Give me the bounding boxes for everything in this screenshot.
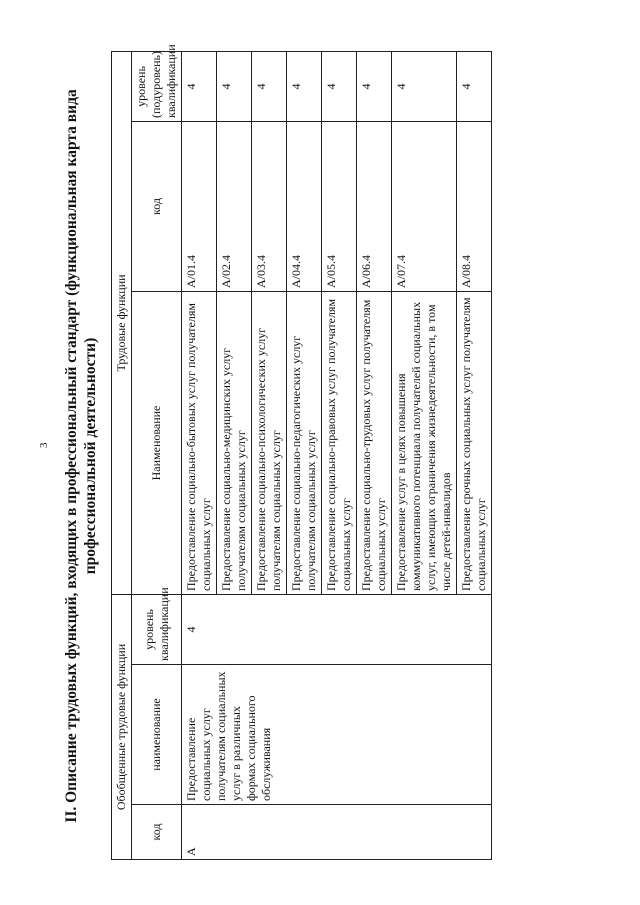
functional-map-table — [111, 44, 492, 860]
labor-function-name: Предоставление социально-трудовых услуг получателям социальных услуг — [357, 291, 392, 594]
labor-function-name: Предоставление услуг в целях повышения коммуникативного потенциала получателей социальных услуг, имеющих ограничения жизнедеятельности, в том числе детей-инвалидов — [392, 291, 457, 594]
section-title-line-2: профессиональной деятельности) — [82, 337, 99, 575]
labor-function-code: A/05.4 — [322, 121, 357, 291]
header-name-generalized: наименование — [132, 665, 182, 805]
header-name-labor: Наименование — [132, 291, 182, 594]
generalized-name-cell: Предоставление социальных услуг получателям социальных услуг в различных формах социального обслуживания — [182, 665, 492, 805]
labor-function-name: Предоставление социально-правовых услуг получателям социальных услуг — [322, 291, 357, 594]
labor-function-code: A/04.4 — [287, 121, 322, 291]
header-generalized-functions: Обобщенные трудовые функции — [112, 594, 132, 859]
labor-function-code: A/07.4 — [392, 121, 457, 291]
labor-function-code: A/02.4 — [217, 121, 252, 291]
labor-function-level: 4 — [457, 51, 492, 121]
header-code: код — [132, 805, 182, 860]
header-level-labor: уровень (подуровень) квалификации — [132, 51, 182, 121]
labor-function-code: A/03.4 — [252, 121, 287, 291]
labor-function-level: 4 — [322, 51, 357, 121]
labor-function-name: Предоставление социально-медицинских услуг получателям социальных услуг — [217, 291, 252, 594]
labor-function-level: 4 — [357, 51, 392, 121]
rotated-document-content — [62, 46, 622, 866]
labor-function-level: 4 — [217, 51, 252, 121]
page-number: 3 — [38, 442, 50, 448]
labor-function-level: 4 — [287, 51, 322, 121]
section-title-line-1: II. Описание трудовых функций, входящих в профессиональный стандарт (функциональная карта вида — [63, 89, 80, 823]
header-code-labor: код — [132, 121, 182, 291]
header-labor-functions: Трудовые функции — [112, 51, 132, 594]
labor-function-name: Предоставление срочных социальных услуг получателям социальных услуг — [457, 291, 492, 594]
labor-function-code: A/01.4 — [182, 121, 217, 291]
generalized-level-cell: 4 — [182, 594, 492, 664]
header-level-generalized: уровень квалификации — [132, 594, 182, 664]
labor-function-name: Предоставление социально-бытовых услуг получателям социальных услуг — [182, 291, 217, 594]
labor-function-code: A/06.4 — [357, 121, 392, 291]
labor-function-level: 4 — [392, 51, 457, 121]
labor-function-name: Предоставление социально-педагогических услуг получателям социальных услуг — [287, 291, 322, 594]
header-row-sub — [132, 51, 182, 859]
section-title — [62, 46, 100, 866]
labor-function-level: 4 — [182, 51, 217, 121]
labor-function-level: 4 — [252, 51, 287, 121]
table-row — [182, 51, 217, 859]
labor-function-code: A/08.4 — [457, 121, 492, 291]
header-row-top — [112, 51, 132, 859]
generalized-code-cell: A — [182, 805, 492, 860]
labor-function-name: Предоставление социально-психологических услуг получателям социальных услуг — [252, 291, 287, 594]
